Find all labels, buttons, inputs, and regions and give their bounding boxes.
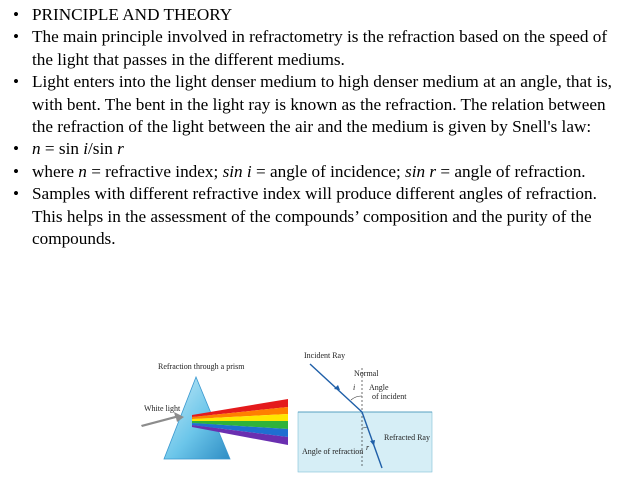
refracted-ray-label: Refracted Ray: [384, 433, 430, 442]
symbol-sin-r: sin r: [405, 161, 437, 181]
angle-r-symbol: r: [366, 443, 370, 452]
bullet-samples: • Samples with different refractive index will produce different angles of refraction. This helps in the assessment of the compounds’ composition and the purity of the compounds.: [12, 183, 626, 250]
prism-figure-title: Refraction through a prism: [158, 362, 245, 371]
bullet-main-principle: • The main principle involved in refractometry is the refraction based on the speed of the light that passes in the different mediums.: [12, 26, 626, 71]
symbol-r: r: [117, 139, 124, 159]
snell-figure: [296, 350, 434, 474]
bullet-principle-title: • PRINCIPLE AND THEORY: [12, 4, 626, 26]
angle-incident-label: Angle: [369, 383, 389, 392]
normal-label: Normal: [354, 369, 379, 378]
angle-i-arc: [351, 396, 362, 400]
symbol-n: n: [32, 139, 41, 159]
symbol-i: i: [83, 139, 89, 159]
angle-incident-label-2: of incident: [372, 392, 407, 401]
symbol-sin-i: sin i: [222, 161, 252, 181]
bullet-light-enters: • Light enters into the light denser medium to high denser medium at an angle, that is, with bent. The bent in the light ray is known as the refraction. The relation between the refraction of the light between the air and the medium is given by Snell's law:: [12, 71, 626, 138]
angle-i-symbol: i: [353, 383, 356, 392]
prism-figure: [140, 355, 290, 470]
symbol-n: n: [78, 161, 87, 181]
white-light-label: White light: [144, 404, 181, 413]
bullet-where-definitions: • where n = refractive index; sin i = angle of incidence; sin r = angle of refraction.: [12, 161, 626, 183]
bullet-list: [12, 4, 626, 250]
angle-refraction-label: Angle of refraction: [302, 447, 364, 456]
incident-ray-label: Incident Ray: [304, 351, 346, 360]
bullet-snell-equation: • n = sin i/sin r: [12, 138, 626, 160]
